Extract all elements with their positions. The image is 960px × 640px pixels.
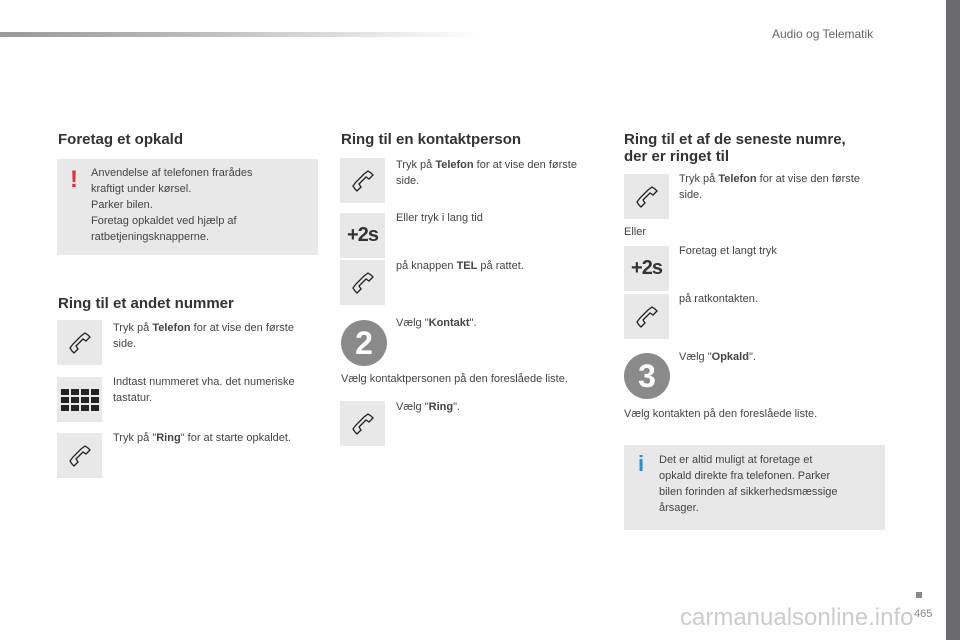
section-title-make-call: Foretag et opkald [58,131,184,148]
step-text: Foretag et langt tryk [679,245,777,257]
step-text: Tryk på Telefon for at vise den første side. [396,159,577,187]
page-number: 465 [914,608,933,620]
section-title-recent: Ring til et af de seneste numre, der er ringet til [624,131,846,165]
step-text: Vælg kontakten på den foreslåede liste. [624,408,818,420]
info-text: Det er altid muligt at foretage et opkald direkte fra telefonen. Parker bilen forinden af sikkerhedsmæssige årsager. [659,454,838,514]
step-text: Tryk på "Ring" for at starte opkaldet. [113,432,291,444]
phone-icon [624,174,669,219]
page-edge-bar [946,0,960,640]
step-text: på ratkontakten. [679,293,758,305]
phone-icon [57,320,102,365]
section-title-other-number: Ring til et andet nummer [58,295,234,312]
step-text: på knappen TEL på rattet. [396,260,524,272]
info-icon: i [638,451,645,476]
section-title-contact: Ring til en kontaktperson [341,131,522,148]
warning-text: Anvendelse af telefonen frarådes kraftigt under kørsel. Parker bilen. Foretag opkaldet ved hjælp af ratbetjeningsknapperne. [91,167,253,243]
step-text: Eller tryk i lang tid [396,212,483,224]
phone-icon [57,433,102,478]
warning-icon: ! [70,166,78,193]
step-text: Tryk på Telefon for at vise den første side. [113,322,294,350]
step-text: Vælg "Ring". [396,401,461,413]
header-bar [0,32,480,37]
step-text: Tryk på Telefon for at vise den første side. [679,173,860,201]
keypad-icon [57,377,102,422]
phone-icon [340,158,385,203]
phone-icon [340,401,385,446]
watermark: carmanualsonline.info [680,604,914,631]
step-text: Vælg "Opkald". [679,351,756,363]
long-press-icon: +2s [340,213,385,258]
chapter-title: Audio og Telematik [772,27,874,41]
step-text: Vælg kontaktpersonen på den foreslåede liste. [341,373,568,385]
phone-icon [624,294,669,339]
step-text: Vælg "Kontakt". [396,317,477,329]
long-press-icon: +2s [624,246,669,291]
step-number-badge: 3 [624,353,670,399]
phone-icon [340,260,385,305]
step-number-badge: 2 [341,320,387,366]
step-text: Indtast nummeret vha. det numeriske tastatur. [113,376,295,404]
or-text: Eller [624,226,647,238]
page-marker [916,592,922,598]
